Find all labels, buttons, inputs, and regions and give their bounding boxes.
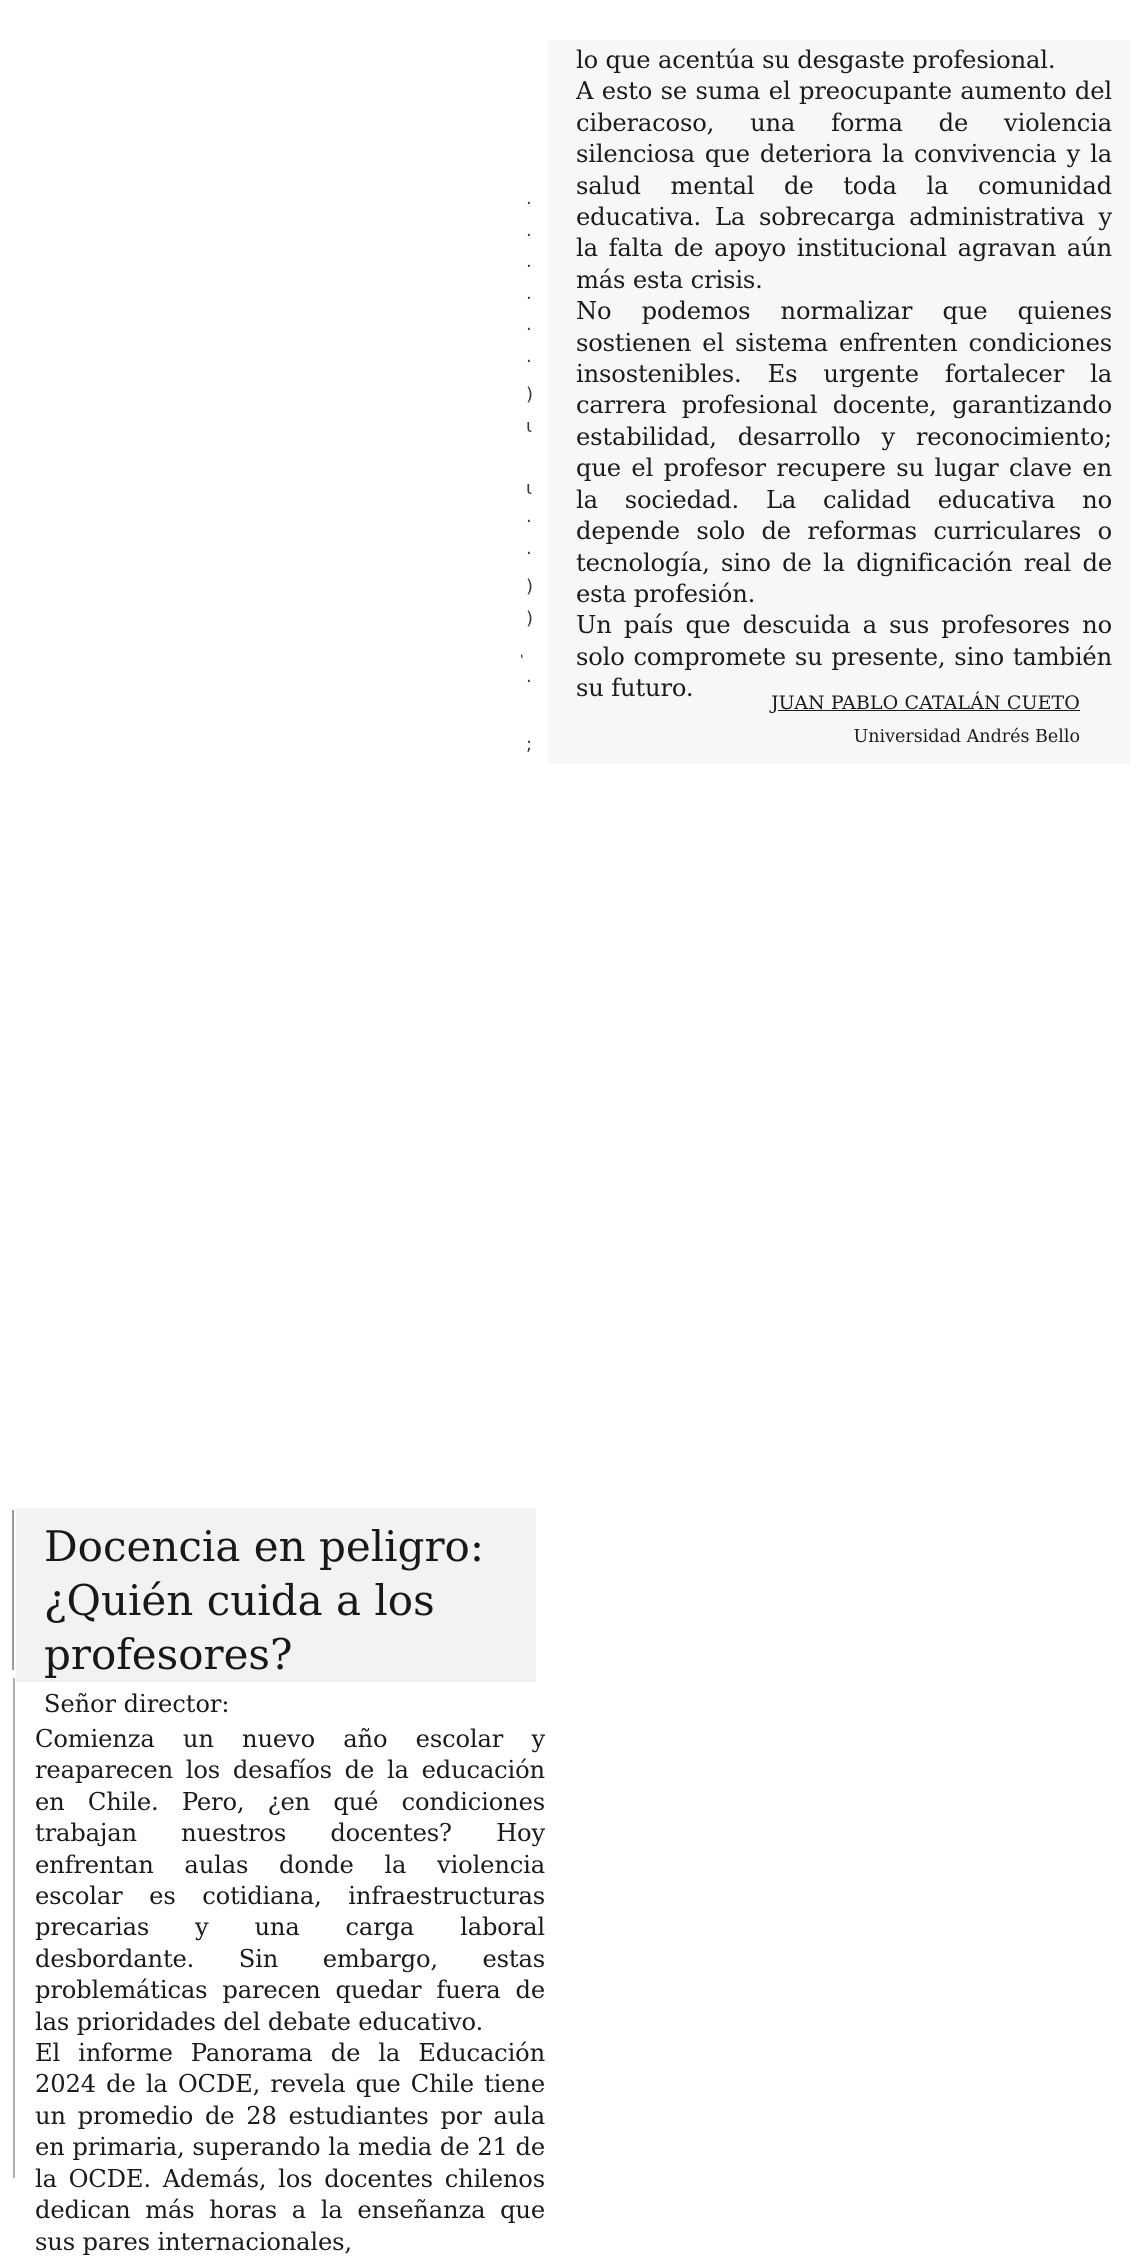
author-institution: Universidad Andrés Bello xyxy=(853,727,1080,747)
body-paragraph: Un país que descuida a sus profesores no solo compromete su presente, sino también su futuro. xyxy=(576,611,1112,703)
letter-clipping-continuation xyxy=(548,40,1130,764)
gutter-mark: . xyxy=(526,506,532,527)
continuation-body xyxy=(576,45,1112,705)
gutter-mark: . xyxy=(526,346,532,367)
gutter-mark: ) xyxy=(526,608,534,629)
body-paragraph: El informe Panorama de la Educación 2024 de la OCDE, revela que Chile tiene un promedio de 28 estudiantes por aula en primaria, superando la media de 21 de la OCDE. Además, los docentes chilenos dedican más horas a la enseñanza que sus pares internacionales, xyxy=(35,2039,545,2256)
body-paragraph: No podemos normalizar que quienes sostienen el sistema enfrenten condiciones insostenibles. Es urgente fortalecer la carrera profesional docente, garantizando estabilidad, desarrollo y reconocimiento; que el profesor recupere su lugar clave en la sociedad. La calidad educativa no depende solo de reformas curriculares o tecnología, sino de la dignificación real de esta profesión. xyxy=(576,297,1112,608)
gutter-mark: . xyxy=(526,314,532,335)
author-name: JUAN PABLO CATALÁN CUETO xyxy=(770,692,1080,714)
letter-body xyxy=(35,1724,545,2258)
gutter-mark: ) xyxy=(526,576,534,597)
gutter-mark: . xyxy=(526,251,532,272)
gutter-mark: ι xyxy=(526,416,533,437)
column-rule xyxy=(12,1510,14,1670)
column-rule xyxy=(13,1678,15,2178)
letter-headline: Docencia en peligro: ¿Quién cuida a los profesores? xyxy=(44,1522,484,1679)
salutation: Señor director: xyxy=(44,1690,230,1718)
gutter-mark: . xyxy=(526,220,532,241)
body-paragraph: Comienza un nuevo año escolar y reaparecen los desafíos de la educación en Chile. Pero, ¿en qué condiciones trabajan nuestros docentes? Hoy enfrentan aulas donde la violencia escolar es cotidiana, infraestructuras precarias y una carga laboral desbordante. Sin embargo, estas problemáticas parecen quedar fuera de las prioridades del debate educativo. xyxy=(35,1725,545,2036)
gutter-mark: . xyxy=(526,538,532,559)
adjacent-column-fragments xyxy=(510,188,540,755)
body-paragraph: A esto se suma el preocupante aumento del ciberacoso, una forma de violencia silenciosa que deteriora la convivencia y la salud mental de toda la comunidad educativa. La sobrecarga administrativa y la falta de apoyo institucional agravan aún más esta crisis. xyxy=(576,77,1112,294)
gutter-mark: ; xyxy=(526,734,533,755)
gutter-mark: ) xyxy=(526,384,534,405)
gutter-mark: . xyxy=(526,666,532,687)
body-paragraph: lo que acentúa su desgaste profesional. xyxy=(576,46,1056,74)
gutter-mark: . xyxy=(526,283,532,304)
gutter-mark: . xyxy=(526,188,532,209)
gutter-mark: ι xyxy=(526,478,533,499)
